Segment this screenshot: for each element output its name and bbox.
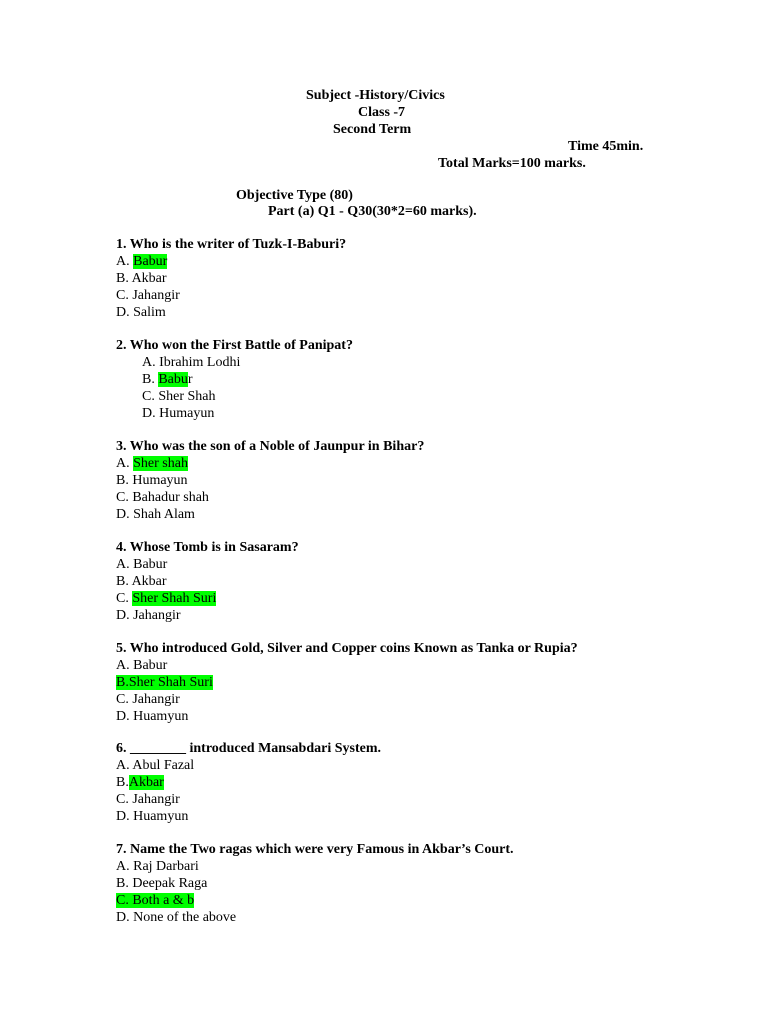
q6-option-c: C. Jahangir [116,792,180,807]
q3-option-c: C. Bahadur shah [116,490,209,505]
answer-highlight: Akbar [128,775,164,790]
q4-option-d: D. Jahangir [116,608,181,623]
q4-option-c: C. Sher Shah Suri [116,591,217,606]
question-4: 4. Whose Tomb is in Sasaram? [116,540,299,555]
q7-option-a: A. Raj Darbari [116,859,199,874]
q6-option-a: A. Abul Fazal [116,758,195,773]
q2-option-d: D. Humayun [142,406,215,421]
q3-option-d: D. Shah Alam [116,507,195,522]
part-heading: Part (a) Q1 - Q30(30*2=60 marks). [268,204,477,219]
total-marks-label: Total Marks=100 marks. [438,156,586,171]
q7-option-c [116,893,194,910]
q6-option-d: D. Huamyun [116,809,189,824]
time-label: Time 45min. [568,139,644,154]
subject-heading: Subject -History/Civics [306,88,445,103]
q1-option-b: B. Akbar [116,271,167,286]
term-heading: Second Term [333,122,412,137]
answer-highlight: C. Both a & b [116,893,195,908]
q6-option-b: B.Akbar [116,775,164,790]
answer-highlight: Sher shah [133,456,188,471]
question-2: 2. Who won the First Battle of Panipat? [116,338,353,353]
q5-option-a: A. Babur [116,658,168,673]
q5-option-b [116,675,213,692]
q5-option-d: D. Huamyun [116,709,189,724]
answer-highlight: Babu [158,372,188,387]
question-5: 5. Who introduced Gold, Silver and Copper coins Known as Tanka or Rupia? [116,641,578,656]
objective-heading: Objective Type (80) [236,188,353,203]
question-6: 6. ________ introduced Mansabdari System. [116,741,381,756]
q2-option-c: C. Sher Shah [142,389,216,404]
q5-option-c: C. Jahangir [116,692,180,707]
question-3: 3. Who was the son of a Noble of Jaunpur in Bihar? [116,439,425,454]
answer-highlight: Babur [133,254,168,269]
q1-option-a: A. Babur [116,254,168,269]
q1-option-d: D. Salim [116,305,166,320]
q7-option-b: B. Deepak Raga [116,876,208,891]
q4-option-b: B. Akbar [116,574,167,589]
q3-option-a: A. Sher shah [116,456,188,471]
question-1: 1. Who is the writer of Tuzk-I-Baburi? [116,237,347,252]
q4-option-a: A. Babur [116,557,168,572]
answer-highlight: B.Sher Shah Suri [116,675,213,690]
q2-option-b: B. Babur [142,372,193,387]
answer-highlight: Sher Shah Suri [132,591,217,606]
question-7: 7. Name the Two ragas which were very Famous in Akbar’s Court. [116,842,514,857]
q7-option-d: D. None of the above [116,910,237,925]
q3-option-b: B. Humayun [116,473,188,488]
q2-option-a: A. Ibrahim Lodhi [142,355,241,370]
q1-option-c: C. Jahangir [116,288,180,303]
class-heading: Class -7 [358,105,406,120]
